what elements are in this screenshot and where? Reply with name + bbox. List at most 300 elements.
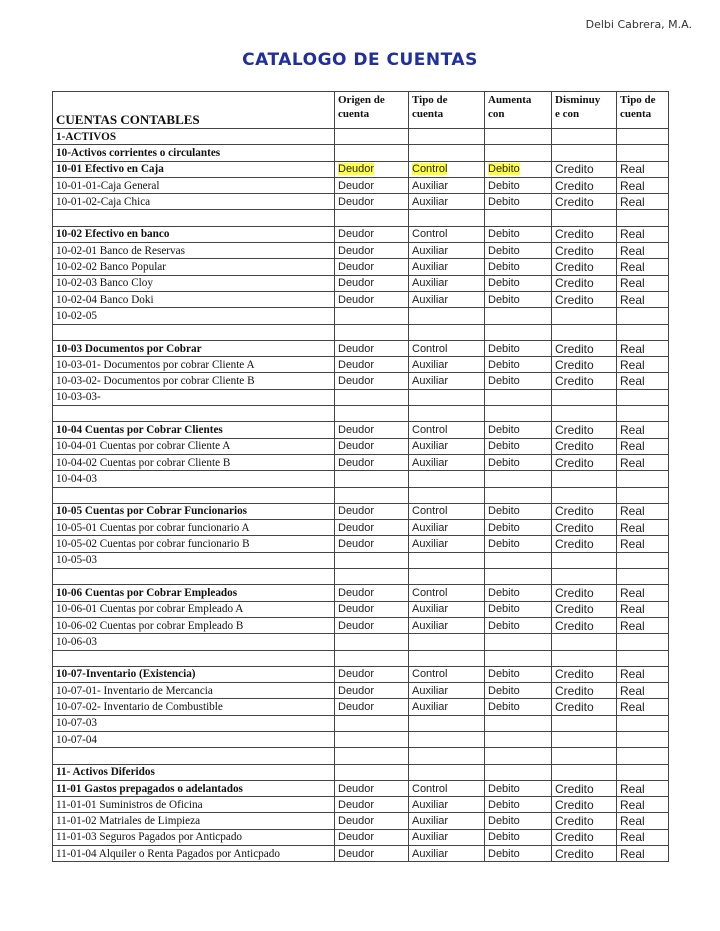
account-name-cell: [53, 748, 335, 764]
disminuye-cell: Credito: [552, 585, 617, 601]
tipo-cuenta-cell: Real: [617, 813, 669, 829]
account-name-cell: 10-04 Cuentas por Cobrar Clientes: [53, 422, 335, 438]
tipo-cell: Control: [409, 422, 485, 438]
table-row: [53, 161, 669, 177]
disminuye-cell: Credito: [552, 177, 617, 193]
account-name-cell: 10-04-03: [53, 471, 335, 487]
table-row: [53, 291, 669, 307]
tipo-cuenta-cell: [617, 210, 669, 226]
origen-cell: Deudor: [335, 454, 409, 470]
account-name-cell: 10-05-03: [53, 552, 335, 568]
aumenta-cell: Debito: [485, 503, 552, 519]
tipo-cell: Control: [409, 226, 485, 242]
disminuye-cell: Credito: [552, 699, 617, 715]
disminuye-cell: [552, 324, 617, 340]
table-row: [53, 438, 669, 454]
aumenta-cell: Debito: [485, 259, 552, 275]
aumenta-cell: [485, 715, 552, 731]
account-name-cell: 10-06 Cuentas por Cobrar Empleados: [53, 585, 335, 601]
table-row: [53, 846, 669, 862]
disminuye-cell: Credito: [552, 340, 617, 356]
disminuye-cell: [552, 487, 617, 503]
tipo-cuenta-cell: Real: [617, 194, 669, 210]
account-name-cell: 11-01-03 Seguros Pagados por Anticpado: [53, 829, 335, 845]
table-row: [53, 210, 669, 226]
tipo-cuenta-cell: Real: [617, 536, 669, 552]
account-name-cell: 11-01-01 Suministros de Oficina: [53, 797, 335, 813]
accounts-table: [52, 91, 669, 862]
origen-cell: [335, 715, 409, 731]
origen-cell: [335, 748, 409, 764]
highlighted-value: Debito: [488, 163, 520, 176]
disminuye-cell: Credito: [552, 503, 617, 519]
aumenta-cell: [485, 634, 552, 650]
table-row: [53, 569, 669, 585]
tipo-cuenta-cell: [617, 129, 669, 145]
tipo-cuenta-cell: Real: [617, 422, 669, 438]
tipo-cell: [409, 748, 485, 764]
tipo-cell: Auxiliar: [409, 797, 485, 813]
tipo-cell: Auxiliar: [409, 617, 485, 633]
disminuye-cell: Credito: [552, 601, 617, 617]
disminuye-cell: Credito: [552, 829, 617, 845]
tipo-cuenta-cell: Real: [617, 275, 669, 291]
account-name-cell: 10-06-03: [53, 634, 335, 650]
aumenta-cell: Debito: [485, 699, 552, 715]
disminuye-cell: [552, 471, 617, 487]
table-row: [53, 715, 669, 731]
table-row: [53, 243, 669, 259]
origen-cell: [335, 471, 409, 487]
tipo-cuenta-cell: Real: [617, 438, 669, 454]
aumenta-cell: [485, 650, 552, 666]
table-row: [53, 503, 669, 519]
table-header-row: [53, 92, 669, 129]
origen-cell: Deudor: [335, 797, 409, 813]
origen-cell: Deudor: [335, 373, 409, 389]
tipo-cell: [409, 210, 485, 226]
aumenta-cell: Debito: [485, 291, 552, 307]
tipo-cell: [409, 406, 485, 422]
tipo-cuenta-cell: [617, 145, 669, 161]
aumenta-cell: Debito: [485, 177, 552, 193]
origen-cell: Deudor: [335, 194, 409, 210]
table-row: [53, 731, 669, 747]
tipo-cell: Auxiliar: [409, 259, 485, 275]
tipo-cell: Control: [409, 340, 485, 356]
aumenta-cell: [485, 487, 552, 503]
header-cuentas-contables: CUENTAS CONTABLES: [53, 92, 335, 129]
table-row: [53, 699, 669, 715]
account-name-cell: 10-07-03: [53, 715, 335, 731]
tipo-cuenta-cell: Real: [617, 780, 669, 796]
table-row: [53, 520, 669, 536]
origen-cell: [335, 145, 409, 161]
tipo-cell: Auxiliar: [409, 373, 485, 389]
table-row: [53, 552, 669, 568]
account-name-cell: 10-04-01 Cuentas por cobrar Cliente A: [53, 438, 335, 454]
tipo-cuenta-cell: Real: [617, 291, 669, 307]
aumenta-cell: Debito: [485, 601, 552, 617]
aumenta-cell: Debito: [485, 666, 552, 682]
tipo-cell: [409, 129, 485, 145]
account-name-cell: 10-03 Documentos por Cobrar: [53, 340, 335, 356]
tipo-cuenta-cell: Real: [617, 243, 669, 259]
aumenta-cell: [485, 764, 552, 780]
aumenta-cell: Debito: [485, 780, 552, 796]
origen-cell: Deudor: [335, 340, 409, 356]
table-row: [53, 226, 669, 242]
tipo-cuenta-cell: [617, 324, 669, 340]
tipo-cuenta-cell: Real: [617, 226, 669, 242]
disminuye-cell: Credito: [552, 422, 617, 438]
tipo-cuenta-cell: Real: [617, 177, 669, 193]
disminuye-cell: [552, 145, 617, 161]
origen-cell: [335, 389, 409, 405]
header-origen: [335, 92, 409, 129]
account-name-cell: 11-01-02 Matriales de Limpieza: [53, 813, 335, 829]
tipo-cell: [409, 569, 485, 585]
disminuye-cell: [552, 552, 617, 568]
origen-cell: [335, 129, 409, 145]
tipo-cuenta-cell: Real: [617, 683, 669, 699]
disminuye-cell: [552, 569, 617, 585]
disminuye-cell: Credito: [552, 813, 617, 829]
disminuye-cell: [552, 650, 617, 666]
origen-cell: Deudor: [335, 683, 409, 699]
table-row: [53, 406, 669, 422]
aumenta-cell: [485, 471, 552, 487]
origen-cell: Deudor: [335, 275, 409, 291]
table-row: [53, 780, 669, 796]
author-name: Delbi Cabrera, M.A.: [585, 18, 692, 31]
account-name-cell: [53, 569, 335, 585]
header-tipo-2-line2: cuenta: [620, 108, 652, 120]
account-name-cell: 10-03-01- Documentos por cobrar Cliente A: [53, 357, 335, 373]
tipo-cell: Auxiliar: [409, 699, 485, 715]
account-name-cell: 10-02-03 Banco Cloy: [53, 275, 335, 291]
account-name-cell: 10-07-02- Inventario de Combustible: [53, 699, 335, 715]
header-tipo-line2: cuenta: [412, 108, 444, 120]
account-name-cell: 10-05-01 Cuentas por cobrar funcionario A: [53, 520, 335, 536]
table-row: [53, 308, 669, 324]
tipo-cuenta-cell: [617, 406, 669, 422]
header-aumenta-line1: Aumenta: [488, 94, 532, 106]
table-row: [53, 194, 669, 210]
account-name-cell: 10-02-04 Banco Doki: [53, 291, 335, 307]
disminuye-cell: Credito: [552, 683, 617, 699]
aumenta-cell: [485, 569, 552, 585]
tipo-cuenta-cell: [617, 389, 669, 405]
tipo-cell: Control: [409, 666, 485, 682]
table-row: [53, 373, 669, 389]
header-disminuye: [552, 92, 617, 129]
origen-cell: [335, 487, 409, 503]
account-name-cell: 10-05 Cuentas por Cobrar Funcionarios: [53, 503, 335, 519]
aumenta-cell: Debito: [485, 846, 552, 862]
tipo-cell: Auxiliar: [409, 177, 485, 193]
tipo-cuenta-cell: [617, 308, 669, 324]
disminuye-cell: [552, 406, 617, 422]
aumenta-cell: [485, 406, 552, 422]
disminuye-cell: Credito: [552, 226, 617, 242]
header-origen-line2: cuenta: [338, 108, 370, 120]
table-row: [53, 585, 669, 601]
tipo-cell: Auxiliar: [409, 275, 485, 291]
account-name-cell: [53, 487, 335, 503]
origen-cell: [335, 324, 409, 340]
aumenta-cell: Debito: [485, 194, 552, 210]
aumenta-cell: [485, 308, 552, 324]
origen-cell: Deudor: [335, 813, 409, 829]
account-name-cell: 10-05-02 Cuentas por cobrar funcionario B: [53, 536, 335, 552]
tipo-cell: [409, 650, 485, 666]
table-row: [53, 422, 669, 438]
tipo-cuenta-cell: [617, 748, 669, 764]
table-row: [53, 340, 669, 356]
disminuye-cell: [552, 129, 617, 145]
aumenta-cell: Debito: [485, 617, 552, 633]
disminuye-cell: Credito: [552, 291, 617, 307]
header-tipo: [409, 92, 485, 129]
account-name-cell: [53, 210, 335, 226]
header-origen-line1: Origen de: [338, 94, 385, 106]
aumenta-cell: Debito: [485, 373, 552, 389]
table-row: [53, 617, 669, 633]
table-row: [53, 357, 669, 373]
aumenta-cell: Debito: [485, 438, 552, 454]
disminuye-cell: Credito: [552, 259, 617, 275]
header-tipo-2-line1: Tipo de: [620, 94, 656, 106]
tipo-cell: Auxiliar: [409, 520, 485, 536]
account-name-cell: 11-01-04 Alquiler o Renta Pagados por Anticpado: [53, 846, 335, 862]
accounts-table-body: [53, 92, 669, 862]
origen-cell: Deudor: [335, 536, 409, 552]
disminuye-cell: Credito: [552, 243, 617, 259]
tipo-cuenta-cell: [617, 569, 669, 585]
highlighted-value: Deudor: [338, 163, 375, 176]
disminuye-cell: Credito: [552, 617, 617, 633]
tipo-cuenta-cell: [617, 650, 669, 666]
account-name-cell: 10-02 Efectivo en banco: [53, 226, 335, 242]
tipo-cell: Control: [409, 503, 485, 519]
account-name-cell: 10-01 Efectivo en Caja: [53, 161, 335, 177]
tipo-cell: Control: [409, 585, 485, 601]
header-aumenta: [485, 92, 552, 129]
origen-cell: Deudor: [335, 422, 409, 438]
table-row: [53, 324, 669, 340]
disminuye-cell: Credito: [552, 797, 617, 813]
account-name-cell: 10-01-02-Caja Chica: [53, 194, 335, 210]
tipo-cuenta-cell: [617, 715, 669, 731]
tipo-cuenta-cell: Real: [617, 373, 669, 389]
disminuye-cell: Credito: [552, 846, 617, 862]
header-aumenta-line2: con: [488, 108, 505, 120]
tipo-cell: Auxiliar: [409, 291, 485, 307]
table-row: [53, 177, 669, 193]
page-title: CATALOGO DE CUENTAS: [242, 50, 478, 70]
tipo-cuenta-cell: Real: [617, 666, 669, 682]
header-tipo-line1: Tipo de: [412, 94, 448, 106]
tipo-cell: [409, 764, 485, 780]
table-row: [53, 683, 669, 699]
table-row: [53, 129, 669, 145]
origen-cell: Deudor: [335, 226, 409, 242]
tipo-cuenta-cell: Real: [617, 161, 669, 177]
table-row: [53, 389, 669, 405]
origen-cell: Deudor: [335, 438, 409, 454]
aumenta-cell: Debito: [485, 226, 552, 242]
aumenta-cell: Debito: [485, 520, 552, 536]
account-name-cell: 10-02-05: [53, 308, 335, 324]
tipo-cuenta-cell: [617, 731, 669, 747]
aumenta-cell: Debito: [485, 243, 552, 259]
tipo-cell: Auxiliar: [409, 536, 485, 552]
aumenta-cell: Debito: [485, 585, 552, 601]
origen-cell: [335, 764, 409, 780]
account-name-cell: 10-02-02 Banco Popular: [53, 259, 335, 275]
disminuye-cell: [552, 715, 617, 731]
origen-cell: [335, 406, 409, 422]
account-name-cell: 10-03-02- Documentos por cobrar Cliente B: [53, 373, 335, 389]
aumenta-cell: Debito: [485, 357, 552, 373]
origen-cell: Deudor: [335, 259, 409, 275]
origen-cell: [335, 650, 409, 666]
tipo-cuenta-cell: [617, 487, 669, 503]
account-name-cell: 10-01-01-Caja General: [53, 177, 335, 193]
disminuye-cell: [552, 308, 617, 324]
tipo-cell: [409, 634, 485, 650]
tipo-cell: Auxiliar: [409, 357, 485, 373]
tipo-cell: Auxiliar: [409, 846, 485, 862]
aumenta-cell: Debito: [485, 340, 552, 356]
table-row: [53, 829, 669, 845]
disminuye-cell: Credito: [552, 438, 617, 454]
account-name-cell: 10-Activos corrientes o circulantes: [53, 145, 335, 161]
origen-cell: [335, 210, 409, 226]
aumenta-cell: Debito: [485, 683, 552, 699]
table-row: [53, 634, 669, 650]
disminuye-cell: Credito: [552, 161, 617, 177]
account-name-cell: 10-03-03-: [53, 389, 335, 405]
aumenta-cell: Debito: [485, 829, 552, 845]
disminuye-cell: Credito: [552, 357, 617, 373]
table-row: [53, 666, 669, 682]
disminuye-cell: Credito: [552, 780, 617, 796]
aumenta-cell: [485, 145, 552, 161]
account-name-cell: 10-02-01 Banco de Reservas: [53, 243, 335, 259]
tipo-cuenta-cell: [617, 634, 669, 650]
account-name-cell: [53, 650, 335, 666]
header-disminuye-line2: e con: [555, 108, 580, 120]
tipo-cuenta-cell: Real: [617, 699, 669, 715]
aumenta-cell: [485, 748, 552, 764]
tipo-cuenta-cell: [617, 552, 669, 568]
tipo-cuenta-cell: Real: [617, 601, 669, 617]
tipo-cell: Control: [409, 780, 485, 796]
account-name-cell: [53, 324, 335, 340]
tipo-cell: [409, 731, 485, 747]
origen-cell: [335, 634, 409, 650]
aumenta-cell: [485, 324, 552, 340]
origen-cell: [335, 569, 409, 585]
tipo-cuenta-cell: [617, 764, 669, 780]
tipo-cell: Auxiliar: [409, 454, 485, 470]
tipo-cuenta-cell: Real: [617, 617, 669, 633]
table-row: [53, 536, 669, 552]
aumenta-cell: [485, 389, 552, 405]
account-name-cell: 10-06-02 Cuentas por cobrar Empleado B: [53, 617, 335, 633]
tipo-cell: [409, 552, 485, 568]
table-row: [53, 487, 669, 503]
tipo-cuenta-cell: Real: [617, 797, 669, 813]
disminuye-cell: Credito: [552, 536, 617, 552]
disminuye-cell: Credito: [552, 520, 617, 536]
account-name-cell: [53, 406, 335, 422]
account-name-cell: 10-04-02 Cuentas por cobrar Cliente B: [53, 454, 335, 470]
tipo-cell: [409, 161, 485, 177]
tipo-cuenta-cell: Real: [617, 520, 669, 536]
origen-cell: Deudor: [335, 666, 409, 682]
disminuye-cell: [552, 210, 617, 226]
account-name-cell: 11-01 Gastos prepagados o adelantados: [53, 780, 335, 796]
tipo-cell: Auxiliar: [409, 601, 485, 617]
origen-cell: Deudor: [335, 585, 409, 601]
origen-cell: Deudor: [335, 243, 409, 259]
tipo-cuenta-cell: Real: [617, 340, 669, 356]
tipo-cuenta-cell: Real: [617, 829, 669, 845]
origen-cell: Deudor: [335, 520, 409, 536]
origen-cell: Deudor: [335, 357, 409, 373]
tipo-cell: Auxiliar: [409, 194, 485, 210]
origen-cell: Deudor: [335, 846, 409, 862]
aumenta-cell: [485, 552, 552, 568]
disminuye-cell: Credito: [552, 666, 617, 682]
tipo-cuenta-cell: Real: [617, 846, 669, 862]
tipo-cell: Auxiliar: [409, 829, 485, 845]
disminuye-cell: Credito: [552, 275, 617, 291]
table-row: [53, 275, 669, 291]
header-tipo-2: [617, 92, 669, 129]
aumenta-cell: Debito: [485, 275, 552, 291]
table-row: [53, 813, 669, 829]
aumenta-cell: [485, 161, 552, 177]
tipo-cuenta-cell: Real: [617, 585, 669, 601]
tipo-cuenta-cell: Real: [617, 357, 669, 373]
table-row: [53, 145, 669, 161]
tipo-cell: [409, 145, 485, 161]
aumenta-cell: [485, 129, 552, 145]
account-name-cell: 10-07-04: [53, 731, 335, 747]
disminuye-cell: Credito: [552, 194, 617, 210]
tipo-cell: Auxiliar: [409, 438, 485, 454]
account-name-cell: 10-06-01 Cuentas por cobrar Empleado A: [53, 601, 335, 617]
table-row: [53, 764, 669, 780]
tipo-cell: [409, 715, 485, 731]
aumenta-cell: Debito: [485, 813, 552, 829]
aumenta-cell: Debito: [485, 454, 552, 470]
origen-cell: [335, 731, 409, 747]
tipo-cell: [409, 487, 485, 503]
origen-cell: Deudor: [335, 829, 409, 845]
disminuye-cell: Credito: [552, 373, 617, 389]
origen-cell: Deudor: [335, 291, 409, 307]
highlighted-value: Control: [412, 163, 448, 176]
table-row: [53, 259, 669, 275]
disminuye-cell: Credito: [552, 454, 617, 470]
disminuye-cell: [552, 764, 617, 780]
aumenta-cell: [485, 731, 552, 747]
